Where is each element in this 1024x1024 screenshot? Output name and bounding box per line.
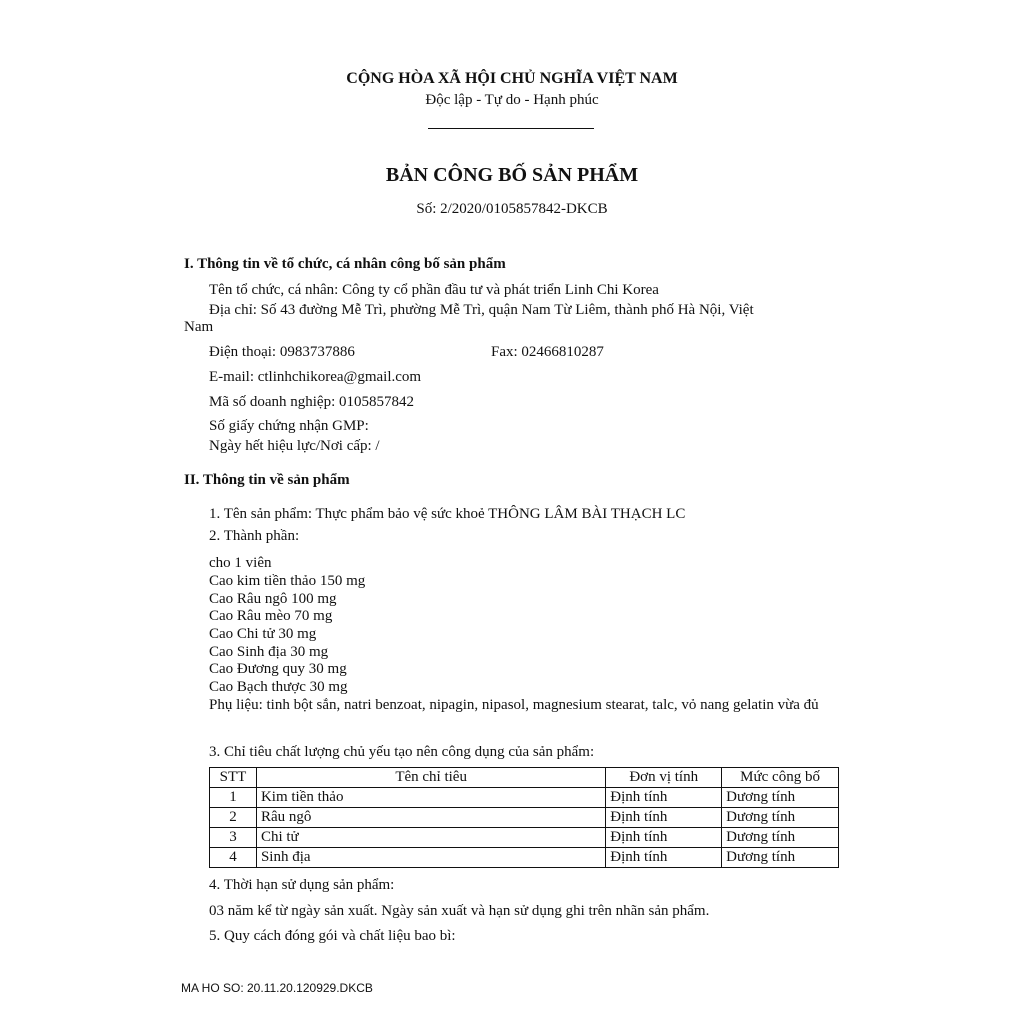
shelf-life: 03 năm kể từ ngày sản xuất. Ngày sản xuất và hạn sử dụng ghi trên nhãn sản phẩm. <box>209 903 710 919</box>
row-stt: 1 <box>210 788 257 808</box>
ingredient-item: Cao Sinh địa 30 mg <box>209 644 329 660</box>
row-level: Dương tính <box>722 808 839 828</box>
row-unit: Định tính <box>606 788 722 808</box>
col-header-level: Mức công bố <box>722 768 839 788</box>
section-1-heading: I. Thông tin về tổ chức, cá nhân công bố sản phẩm <box>184 256 506 272</box>
address-line-1: Địa chỉ: Số 43 đường Mễ Trì, phường Mễ Trì, quận Nam Từ Liêm, thành phố Hà Nội, Việt <box>209 302 754 318</box>
product-name: 1. Tên sản phẩm: Thực phẩm bảo vệ sức khoẻ THÔNG LÂM BÀI THẠCH LC <box>209 506 686 522</box>
row-name: Kim tiền thảo <box>256 788 605 808</box>
row-stt: 3 <box>210 828 257 848</box>
row-level: Dương tính <box>722 828 839 848</box>
row-unit: Định tính <box>606 848 722 868</box>
gmp-certificate: Số giấy chứng nhận GMP: <box>209 418 369 434</box>
nation-header: CỘNG HÒA XÃ HỘI CHỦ NGHĨA VIỆT NAM <box>346 70 678 87</box>
excipients: Phụ liệu: tinh bột sắn, natri benzoat, nipagin, nipasol, magnesium stearat, talc, vỏ nang gelatin vừa đủ <box>209 697 819 713</box>
ingredient-item: Cao Râu mèo 70 mg <box>209 608 333 624</box>
quality-table <box>209 767 839 868</box>
fax: Fax: 02466810287 <box>491 344 604 360</box>
row-name: Chi tử <box>256 828 605 848</box>
row-unit: Định tính <box>606 828 722 848</box>
document-title: BẢN CÔNG BỐ SẢN PHẨM <box>385 164 639 186</box>
table-row <box>210 808 839 828</box>
col-header-stt: STT <box>210 768 257 788</box>
row-unit: Định tính <box>606 808 722 828</box>
row-name: Sinh địa <box>256 848 605 868</box>
tax-code: Mã số doanh nghiệp: 0105857842 <box>209 394 414 410</box>
table-row <box>210 828 839 848</box>
ingredient-item: cho 1 viên <box>209 555 272 571</box>
address-line-2: Nam <box>184 319 214 335</box>
ingredients-label: 2. Thành phần: <box>209 528 300 544</box>
shelf-life-label: 4. Thời hạn sử dụng sản phẩm: <box>209 877 395 893</box>
ingredient-item: Cao kim tiền thảo 150 mg <box>209 573 366 589</box>
section-2-heading: II. Thông tin về sản phẩm <box>184 472 350 488</box>
motto: Độc lập - Tự do - Hạnh phúc <box>425 92 599 108</box>
table-header-row <box>210 768 839 788</box>
table-row <box>210 788 839 808</box>
row-name: Râu ngô <box>256 808 605 828</box>
phone: Điện thoại: 0983737886 <box>209 344 355 360</box>
table-row <box>210 848 839 868</box>
row-level: Dương tính <box>722 788 839 808</box>
row-level: Dương tính <box>722 848 839 868</box>
row-stt: 4 <box>210 848 257 868</box>
document-number: Số: 2/2020/0105857842-DKCB <box>416 201 608 217</box>
expiry-issuer: Ngày hết hiệu lực/Nơi cấp: / <box>209 438 380 454</box>
ingredient-item: Cao Râu ngô 100 mg <box>209 591 337 607</box>
col-header-unit: Đơn vị tính <box>606 768 722 788</box>
row-stt: 2 <box>210 808 257 828</box>
ingredient-item: Cao Chi tử 30 mg <box>209 626 317 642</box>
motto-underline <box>428 128 594 129</box>
ingredient-item: Cao Đương quy 30 mg <box>209 661 347 677</box>
file-code-footer: MA HO SO: 20.11.20.120929.DKCB <box>181 981 373 995</box>
packaging-label: 5. Quy cách đóng gói và chất liệu bao bì: <box>209 928 456 944</box>
ingredient-item: Cao Bạch thược 30 mg <box>209 679 348 695</box>
quality-label: 3. Chỉ tiêu chất lượng chủ yếu tạo nên công dụng của sản phẩm: <box>209 744 595 760</box>
col-header-name: Tên chỉ tiêu <box>256 768 605 788</box>
org-name: Tên tổ chức, cá nhân: Công ty cổ phần đầu tư và phát triển Linh Chi Korea <box>209 282 659 298</box>
email: E-mail: ctlinhchikorea@gmail.com <box>209 369 422 385</box>
